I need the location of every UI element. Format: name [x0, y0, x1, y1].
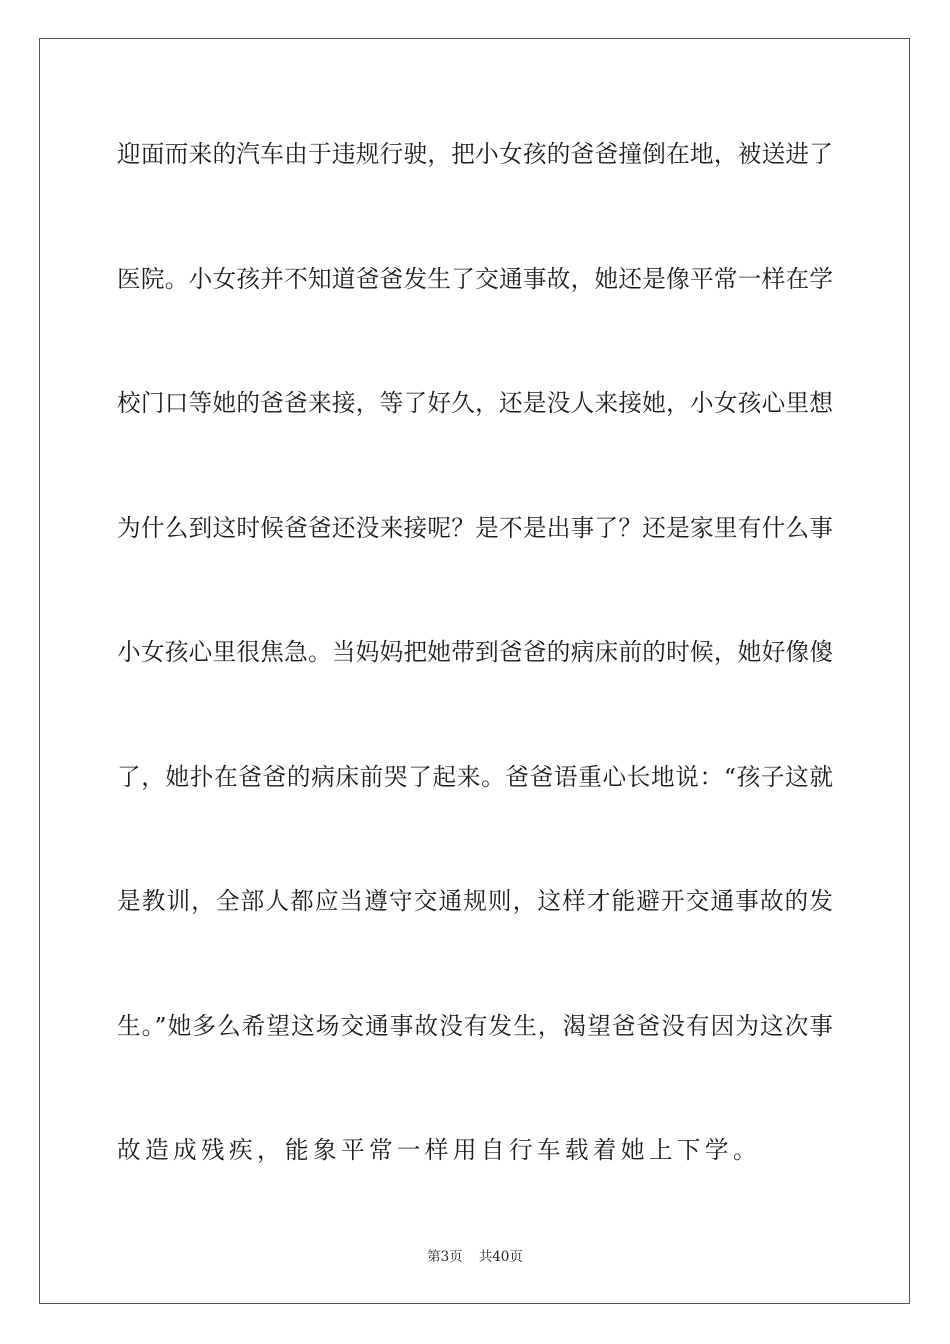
body-text — [117, 123, 833, 1244]
page-footer — [0, 1245, 950, 1265]
text-line: 了，她扑在爸爸的病床前哭了起来。爸爸语重心长地说：“孩子这就 — [117, 762, 833, 791]
text-line-last: 故造成残疾，能象平常一样用自行车载着她上下学。 — [117, 1136, 761, 1164]
text-line: 是教训，全部人都应当遵守交通规则，这样才能避开交通事故的发 — [117, 887, 833, 915]
text-line: 为什么到这时候爸爸还没来接呢？是不是出事了？还是家里有什么事 — [117, 513, 833, 542]
text-line: 校门口等她的爸爸来接，等了好久，还是没人来接她，小女孩心里想 — [117, 389, 833, 417]
text-line: 医院。小女孩并不知道爸爸发生了交通事故，她还是像平常一样在学 — [117, 264, 833, 293]
text-line: 生。”她多么希望这场交通事故没有发生，渴望爸爸没有因为这次事 — [117, 1011, 833, 1040]
text-line: 迎面而来的汽车由于违规行驶，把小女孩的爸爸撞倒在地，被送进了 — [117, 140, 833, 168]
page-number: 第3页 — [427, 1249, 463, 1265]
total-pages: 共40页 — [478, 1249, 523, 1265]
text-line: 小女孩心里很焦急。当妈妈把她带到爸爸的病床前的时候，她好像傻 — [117, 638, 833, 666]
